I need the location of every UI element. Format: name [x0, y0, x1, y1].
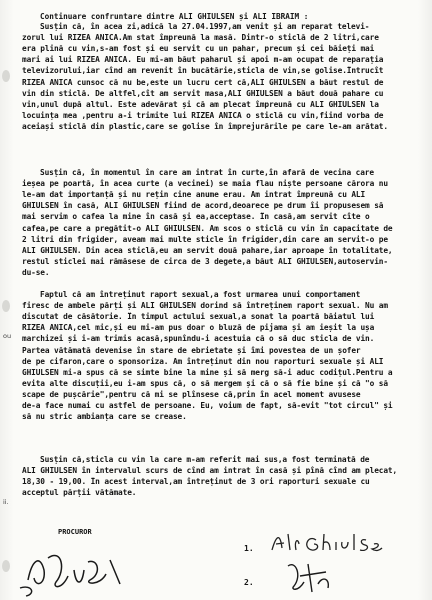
paragraph-line: restul sticlei mai rămăsese de circa de 3 degete,a băut ALI GHIULSEN,autoservin- — [22, 256, 388, 266]
paragraph-line: cafea,pe care a pregătit-o ALI GHIULSEN. Am scos o sticlă cu vin în capacitate de — [22, 223, 393, 233]
procuror-label: PROCUROR — [58, 528, 92, 536]
paragraph-line: RIZEA ANICA,cel mic,și eu mi-am pus doar o bluză de pijama și am ieșit la ușa — [22, 323, 375, 333]
signature-number: 1. — [244, 544, 254, 553]
paragraph-line: Faptul că am întreținut raport sexual,a fost urmarea unui comportament — [40, 290, 361, 299]
paragraph-line: vin,unul după altul. Este adevărat și că am plecat împreună cu ALI GHIULSEN la — [22, 99, 379, 109]
handwritten-signature-ali-ghiulsen — [268, 530, 388, 556]
paragraph-line: Susțin că, în momentul în care am intrat în curte,în afară de vecina care — [40, 168, 374, 177]
paragraph-line: le-am dat importanță și nu rețin cine anume erau. Am intrat împreună cu ALI — [22, 190, 366, 200]
paragraph-line: 2 litri din frigider, aveam mai multe sticle în frigider,din care am servit-o pe — [22, 234, 388, 244]
paragraph-line: du-se. — [22, 267, 50, 277]
handwritten-signature-2 — [282, 556, 342, 596]
handwritten-signature-procuror — [22, 540, 142, 596]
paragraph-line: GHIULSEN în casă, ALI GHIULSEN fiind de acord,deoarece pe drum îi propusesem să — [22, 201, 384, 211]
paragraph-line: să nu stric ambianța care se crease. — [22, 412, 187, 422]
paragraph-line: mari ai lui RIZEA ANICA. Eu mi-am băut paharul și apoi m-am ocupat de reparația — [22, 55, 384, 65]
paragraph-line: discutat de căsătorie. În timpul actului sexual,a sonat la poartă băiatul lui — [22, 312, 375, 322]
margin-mark: ii. — [3, 498, 9, 506]
paragraph-line: aceiași sticlă din plastic,care se golise în împrejurările pe care le-am arătat. — [22, 121, 388, 131]
paragraph-line: 18,30 - 19,00. În acest interval,am întreținut de 3 ori raporturi sexuale cu — [22, 477, 370, 487]
paragraph-line: de pe cifaron,care o sponsoriza. Am întreținut din nou raporturi sexuale și ALI — [22, 356, 384, 366]
paragraph-line: era plină cu vin,s-am fost și eu servit cu un pahar, precum și cei băieți mai — [22, 44, 375, 54]
punch-hole — [2, 300, 10, 312]
punch-hole — [2, 560, 10, 572]
paragraph-line: Partea vătămată devenise în stare de ebrietate și îmi povestea de un șofer — [22, 345, 361, 355]
signature-number: 2. — [244, 578, 254, 587]
paragraph-line: evita alte discuții,eu i-am spus că, o să mergem și că o să fie bine și că "o să — [22, 378, 388, 388]
paragraph-line: ALI GHIULSEN. Din acea sticlă,eu am servit două pahare,iar aproape în totalitate, — [22, 245, 393, 255]
paragraph-line: Susțin că,sticla cu vin la care m-am referit mai sus,a fost terminată de — [40, 455, 370, 464]
paragraph-line: ALI GHIULSEN în intervalul scurs de cînd am intrat în casă și pînă cînd am plecat, — [22, 466, 398, 476]
paragraph-line: acceptul părții vătămate. — [22, 488, 137, 498]
paragraph-line: RIZEA ANICA cunsoc că nu be,este un lucru cert că,ALI GHIULSEN a băut restul de — [22, 77, 384, 87]
paragraph-line: GHIULSEN mi-a spus că se simte bine la mine și să merg să-i aduc codițul.Pentru a — [22, 367, 393, 377]
punch-hole — [2, 70, 10, 82]
paragraph-line: vin din sticlă. De altfel,cît am servit masa,ALI GHIULSEN a băut două pahare cu — [22, 88, 384, 98]
paragraph-line: televizorului,iar cînd am revenit în bucătărie,sticla de vin,se golise.Întrucît — [22, 66, 384, 76]
paragraph-line: zorul lui RIZEA ANICA.Am stat împreună la masă. Dintr-o sticlă de 2 litri,care — [22, 33, 379, 43]
paragraph-line: locuința mea ,pentru a-i trimite lui RIZEA ANICA o sticlă cu vin,fiind vorba de — [22, 110, 384, 120]
paragraph-line: marchizei și i-am trimis acasă,spunîndu-i acestuia că o să duc sticla de vin. — [22, 334, 375, 344]
paragraph-line: ieșea pe poartă, în acea curte (a vecinei) se maia flau niște persoane cărora nu — [22, 179, 388, 189]
paragraph-line: scape de pușcărie",pentru că mi se plînsese că,prin în acel moment avusese — [22, 389, 361, 399]
paragraph-line: mai servim o cafea la mine în casă și ea,acceptase. În casă,am servit cîte o — [22, 212, 370, 222]
paragraph-line: firesc de ambele părți și ALI GHIULSEN dorind să întreținem raport sexual. Nu am — [22, 301, 388, 311]
margin-mark: ou — [3, 332, 12, 340]
document-heading: Continuare confruntare dintre ALI GHIULSEN și ALI IBRAIM : — [40, 12, 309, 21]
paragraph-line: de-a face numai cu astfel de persoane. Eu, voium de fapt, să-evit "tot circul" și — [22, 401, 393, 410]
paragraph-line: Susțin că, în acea zi,adică la 27.04.1997,am venit și am reparat televi- — [40, 22, 370, 31]
